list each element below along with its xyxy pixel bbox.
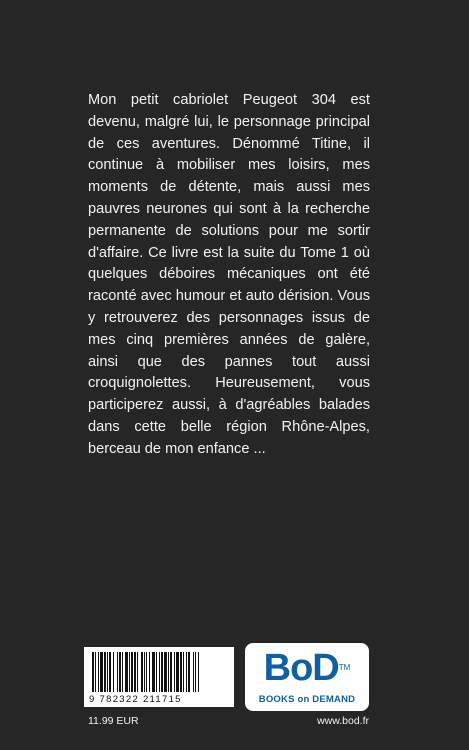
barcode-bar bbox=[98, 652, 99, 692]
barcode-bar bbox=[117, 652, 118, 692]
barcode-bar bbox=[183, 652, 184, 692]
publisher-website: www.bod.fr bbox=[317, 715, 369, 727]
isbn-number: 9 782322 211715 bbox=[89, 694, 182, 705]
barcode-bar bbox=[122, 652, 123, 692]
barcode-bar bbox=[149, 652, 150, 692]
barcode-bar bbox=[152, 652, 155, 692]
barcode-bar bbox=[170, 652, 172, 692]
barcode-bar bbox=[131, 652, 133, 692]
barcode-bar bbox=[107, 652, 108, 692]
barcode-bar bbox=[168, 652, 169, 692]
barcode-bar bbox=[164, 652, 167, 692]
barcode-bar bbox=[180, 652, 182, 692]
barcode-bar bbox=[134, 652, 136, 692]
barcode-bar bbox=[137, 652, 138, 692]
barcode-bar bbox=[176, 652, 179, 692]
barcode-bar bbox=[129, 652, 130, 692]
barcode-bar bbox=[195, 652, 196, 692]
barcode-bar bbox=[141, 652, 143, 692]
barcode-bar bbox=[104, 652, 106, 692]
barcode-bar bbox=[109, 652, 111, 692]
publisher-tagline: BOOKS on DEMAND bbox=[258, 694, 356, 705]
barcode-bar bbox=[144, 652, 145, 692]
barcode-bar bbox=[100, 652, 103, 692]
barcode-bar bbox=[156, 652, 157, 692]
barcode-bar bbox=[113, 652, 114, 692]
barcode-bar bbox=[125, 652, 128, 692]
barcode-bar bbox=[92, 652, 94, 692]
publisher-logo-mark: BoD bbox=[263, 647, 339, 689]
barcode-bar bbox=[146, 652, 147, 692]
barcode-bar bbox=[159, 652, 160, 692]
barcode-bar bbox=[188, 652, 190, 692]
barcode-bars bbox=[92, 652, 226, 692]
barcode-bar bbox=[174, 652, 175, 692]
barcode-bar bbox=[95, 652, 96, 692]
barcode-bar bbox=[193, 652, 194, 692]
barcode-bar bbox=[161, 652, 163, 692]
price-label: 11.99 EUR bbox=[88, 715, 139, 727]
barcode-bar bbox=[119, 652, 121, 692]
back-cover-blurb: Mon petit cabriolet Peugeot 304 est devenu, malgré lui, le personnage principal de ces aventures. Dénommé Titine, il continue à mobiliser mes loisirs, mes moments de détente, mais aussi mes pauvres neurones qui sont à la recherche permanente de solutions pour me sortir d'affaire. Ce livre est la suite du Tome 1 où quelques déboires mécaniques ont été raconté avec humour et auto dérision. Vous y retrouverez des personnages issus de mes cinq premières années de galère, ainsi que des pannes tout aussi croquignolettes. Heureusement, vous participerez aussi, à d'agréables balades dans cette belle région Rhône-Alpes, berceau de mon enfance ... bbox=[88, 92, 370, 457]
barcode-bar bbox=[198, 652, 199, 692]
publisher-logo bbox=[245, 643, 369, 711]
isbn-barcode bbox=[84, 647, 234, 707]
barcode-bar bbox=[186, 652, 187, 692]
trademark-symbol: TM bbox=[338, 663, 351, 672]
